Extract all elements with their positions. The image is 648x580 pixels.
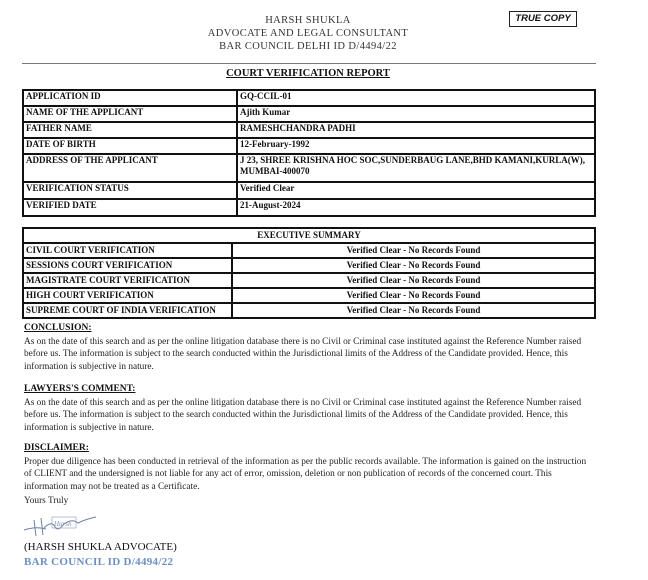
row-label: APPLICATION ID <box>23 90 237 106</box>
row-value: Verified Clear - No Records Found <box>232 303 595 318</box>
row-label: DATE OF BIRTH <box>23 138 237 154</box>
svg-text:Harsh: Harsh <box>54 520 72 528</box>
signatory-council-id: BAR COUNCIL ID D/4494/22 <box>24 556 174 568</box>
conclusion-heading: CONCLUSION: <box>24 323 92 333</box>
report-title: COURT VERIFICATION REPORT <box>226 68 390 79</box>
executive-summary-table <box>22 227 596 319</box>
lawyers-comment-text: As on the date of this search and as per the online litigation database there is no Civil or Criminal case instituted against the Reference Number raised before us. The information is subject to the search conducted within the Jurisdictional limits of the Address of the Candidate provided. Hence, this information is subjective in nature. <box>24 398 582 433</box>
signature-image <box>22 512 102 538</box>
table-row <box>23 228 595 243</box>
header-divider <box>22 63 596 64</box>
row-value: Verified Clear - No Records Found <box>232 288 595 303</box>
table-row <box>23 106 595 122</box>
row-label: MAGISTRATE COURT VERIFICATION <box>23 273 232 288</box>
table-row <box>23 303 595 318</box>
row-value: GQ-CCIL-01 <box>237 90 595 106</box>
advocate-role: ADVOCATE AND LEGAL CONSULTANT <box>207 28 409 39</box>
row-label: FATHER NAME <box>23 122 237 138</box>
row-value: 21-August-2024 <box>237 199 595 216</box>
row-label: VERIFIED DATE <box>23 199 237 216</box>
table-row <box>23 182 595 199</box>
row-value: J 23, SHREE KRISHNA HOC SOC,SUNDERBAUG LANE,BHD KAMANI,KURLA(W), MUMBAI-400070 <box>237 154 595 182</box>
conclusion-text: As on the date of this search and as per the online litigation database there is no Civil or Criminal case instituted against the Reference Number raised before us. The information is subject to the search conducted within the Jurisdictional limits of the Address of the Candidate provided. Hence, this information is subjective in nature. <box>24 337 582 372</box>
row-value: Verified Clear - No Records Found <box>232 258 595 273</box>
applicant-details-table <box>22 89 596 217</box>
row-label: SESSIONS COURT VERIFICATION <box>23 258 232 273</box>
lawyers-comment-heading: LAWYERS'S COMMENT: <box>24 384 136 394</box>
row-value: Verified Clear - No Records Found <box>232 273 595 288</box>
row-label: CIVIL COURT VERIFICATION <box>23 243 232 258</box>
true-copy-stamp: TRUE COPY <box>509 11 577 27</box>
summary-title: EXECUTIVE SUMMARY <box>23 228 595 243</box>
disclaimer-text: Proper due diligence has been conducted in retrieval of the information as per the public records available. The information is gained on the instruction of CLIENT and the undersigned is not liable for any act of error, omission, deletion or non publication of records of the concerned court. This information may not be treated as a Certificate. <box>24 457 587 492</box>
table-row <box>23 154 595 182</box>
table-row <box>23 288 595 303</box>
row-value: Verified Clear - No Records Found <box>232 243 595 258</box>
row-value: Verified Clear <box>237 182 595 199</box>
disclaimer-heading: DISCLAIMER: <box>24 443 89 453</box>
row-value: Ajith Kumar <box>237 106 595 122</box>
table-row <box>23 122 595 138</box>
table-row <box>23 258 595 273</box>
row-label: ADDRESS OF THE APPLICANT <box>23 154 237 182</box>
signatory-name: (HARSH SHUKLA ADVOCATE) <box>24 541 177 553</box>
table-row <box>23 199 595 216</box>
table-row <box>23 138 595 154</box>
advocate-name: HARSH SHUKLA <box>265 15 351 26</box>
row-value: RAMESHCHANDRA PADHI <box>237 122 595 138</box>
closing-text: Yours Truly <box>24 496 69 506</box>
table-row <box>23 243 595 258</box>
row-label: NAME OF THE APPLICANT <box>23 106 237 122</box>
row-label: VERIFICATION STATUS <box>23 182 237 199</box>
row-label: HIGH COURT VERIFICATION <box>23 288 232 303</box>
table-row <box>23 90 595 106</box>
table-row <box>23 273 595 288</box>
row-value: 12-February-1992 <box>237 138 595 154</box>
bar-council-id: BAR COUNCIL DELHI ID D/4494/22 <box>219 41 397 52</box>
row-label: SUPREME COURT OF INDIA VERIFICATION <box>23 303 232 318</box>
